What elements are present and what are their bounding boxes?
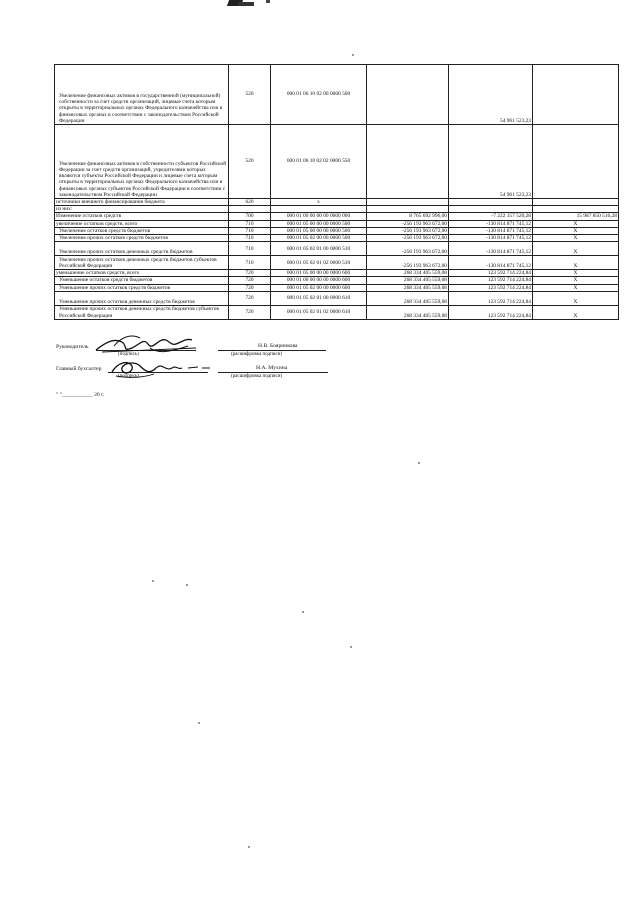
row-line-code: 720	[229, 305, 271, 319]
row-name: Увеличение остатков средств бюджетов	[55, 227, 229, 234]
row-executed: 54 961 523,23	[449, 65, 533, 125]
table-row	[55, 291, 619, 305]
row-executed: 54 961 523,23	[449, 125, 533, 199]
row-line-code	[229, 206, 271, 213]
row-line-code: 720	[229, 277, 271, 284]
accountant-name-line	[218, 372, 328, 373]
row-name: Увеличение прочих остатков средств бюджетов	[55, 235, 229, 242]
table-row	[55, 305, 619, 319]
row-name: Увеличение прочих остатков денежных средств бюджетов субъектов Российской Федерации	[55, 256, 229, 270]
row-remaining: 15 987 850 516,28	[533, 213, 619, 220]
table-row	[55, 213, 619, 220]
row-budget-code: 000 01 06 10 02 02 0000 550	[271, 125, 367, 199]
row-budget-code: 000 01 00 00 00 00 0000 600	[271, 277, 367, 284]
row-remaining	[533, 199, 619, 206]
row-budget-code: 000 01 05 02 01 02 0000 510	[271, 256, 367, 270]
row-executed: -130 814 871 745,12	[449, 256, 533, 270]
row-executed	[449, 199, 533, 206]
row-name: Увеличение финансовых активов в государственной (муниципальной) собственности за счет средств организаций, лицевые счета которым открыты в территориальных органах Федерального казначейства или в финансовых органах в соответствии с законодательством Российской Федерации	[55, 65, 229, 125]
scan-artifact	[238, 2, 254, 6]
row-budget-code: х	[271, 199, 367, 206]
row-plan: -256 193 963 672,00	[367, 220, 449, 227]
row-plan: 268 334 405 559,08	[367, 291, 449, 305]
row-budget-code: 000 01 05 02 01 00 0000 610	[271, 291, 367, 305]
accountant-name-caption: (расшифровка подписи)	[231, 374, 283, 379]
row-plan: -256 193 963 672,00	[367, 227, 449, 234]
scan-speck	[302, 611, 304, 613]
row-name: из них:	[55, 206, 229, 213]
row-line-code: 710	[229, 227, 271, 234]
row-plan: -256 193 963 672,00	[367, 235, 449, 242]
row-executed: -130 814 871 745,12	[449, 227, 533, 234]
scan-speck	[198, 722, 200, 724]
table-row	[55, 242, 619, 256]
row-plan: -256 193 963 672,00	[367, 242, 449, 256]
table-row	[55, 227, 619, 234]
row-name: Увеличение прочих остатков денежных средств бюджетов	[55, 242, 229, 256]
row-remaining: X	[533, 227, 619, 234]
row-remaining	[533, 65, 619, 125]
row-plan	[367, 125, 449, 199]
row-remaining: X	[533, 242, 619, 256]
row-line-code: 520	[229, 125, 271, 199]
row-name: источники внешнего финансирования бюджета	[55, 199, 229, 206]
scan-speck	[418, 462, 420, 464]
head-name-caption: (расшифровка подписи)	[231, 352, 283, 357]
row-name: Уменьшение остатков средств бюджетов	[55, 277, 229, 284]
row-line-code: 620	[229, 199, 271, 206]
row-plan: 268 334 405 559,08	[367, 270, 449, 277]
row-budget-code: 000 01 05 02 00 00 0000 500	[271, 235, 367, 242]
row-budget-code: 000 01 05 00 00 00 0000 500	[271, 220, 367, 227]
row-line-code: 710	[229, 235, 271, 242]
row-plan: -256 193 963 672,00	[367, 256, 449, 270]
scan-speck	[152, 580, 154, 582]
row-remaining: X	[533, 291, 619, 305]
row-plan: 268 334 405 559,08	[367, 305, 449, 319]
row-plan: 268 334 405 559,08	[367, 284, 449, 291]
row-remaining: X	[533, 270, 619, 277]
row-budget-code: 000 01 06 10 02 00 0000 500	[271, 65, 367, 125]
row-executed: 123 592 714 224,84	[449, 305, 533, 319]
table-row	[55, 270, 619, 277]
row-name: Изменение остатков средств	[55, 213, 229, 220]
row-plan: 8 765 692 996,00	[367, 213, 449, 220]
row-line-code: 700	[229, 213, 271, 220]
row-budget-code	[271, 206, 367, 213]
row-name: Уменьшение прочих остатков средств бюджетов	[55, 284, 229, 291]
row-remaining	[533, 125, 619, 199]
scan-speck	[352, 54, 354, 56]
row-plan	[367, 199, 449, 206]
row-name: Уменьшение прочих остатков денежных средств бюджетов субъектов Российской Федерации	[55, 305, 229, 319]
row-executed: 123 592 714 224,84	[449, 270, 533, 277]
accountant-label: Главный бухгалтер	[56, 366, 102, 372]
row-remaining: X	[533, 220, 619, 227]
row-plan	[367, 206, 449, 213]
accountant-handwritten-signature	[104, 356, 216, 382]
scan-speck	[248, 846, 250, 848]
scan-speck	[186, 584, 188, 586]
row-remaining: X	[533, 284, 619, 291]
table-row	[55, 220, 619, 227]
row-budget-code: 000 01 05 00 00 00 0000 500	[271, 227, 367, 234]
row-budget-code: 000 01 00 00 00 00 0000 000	[271, 213, 367, 220]
row-executed: 123 592 714 224,84	[449, 277, 533, 284]
table-row	[55, 256, 619, 270]
row-remaining: X	[533, 305, 619, 319]
table-row	[55, 235, 619, 242]
row-budget-code: 000 01 05 02 01 00 0000 510	[271, 242, 367, 256]
row-plan	[367, 65, 449, 125]
row-line-code: 520	[229, 65, 271, 125]
table-row	[55, 206, 619, 213]
head-name: Н.В. Боярникова	[258, 343, 298, 349]
table-row	[55, 65, 619, 125]
table-row	[55, 284, 619, 291]
accountant-name: Н.А. Мухина	[256, 365, 288, 371]
table-row	[55, 125, 619, 199]
accountant-signature-caption: (подпись)	[118, 374, 139, 379]
row-executed: -130 814 871 745,12	[449, 220, 533, 227]
row-line-code: 710	[229, 242, 271, 256]
row-budget-code: 000 01 05 02 01 02 0000 610	[271, 305, 367, 319]
row-line-code: 710	[229, 256, 271, 270]
row-line-code: 720	[229, 291, 271, 305]
row-name: Увеличение финансовых активов в собственности субъектов Российской Федерации за счет средств организаций, учредителями которых являются субъекты Российской Федерации и лицевые счета которым открыты в территориальных органах Федерального казначейства или в финансовых органах субъектов Российской Федерации в соответствии с законодательством Российской Федерации	[55, 125, 229, 199]
row-executed: 123 592 714 224,84	[449, 284, 533, 291]
row-executed	[449, 206, 533, 213]
scan-artifact	[266, 0, 270, 3]
table-row	[55, 199, 619, 206]
row-remaining	[533, 206, 619, 213]
row-plan: 268 334 405 559,08	[367, 277, 449, 284]
row-remaining: X	[533, 256, 619, 270]
row-executed: -130 814 871 745,12	[449, 242, 533, 256]
head-label: Руководитель	[56, 344, 89, 350]
head-name-line	[218, 350, 326, 351]
row-executed: -7 222 157 520,28	[449, 213, 533, 220]
scan-speck	[350, 646, 352, 648]
row-line-code: 720	[229, 270, 271, 277]
row-budget-code: 000 01 05 00 00 00 0000 600	[271, 270, 367, 277]
row-executed: 123 592 714 224,84	[449, 291, 533, 305]
head-signature-caption: (подпись)	[118, 352, 139, 357]
row-remaining: X	[533, 235, 619, 242]
row-name: увеличение остатков средств, всего	[55, 220, 229, 227]
row-name: Уменьшение прочих остатков денежных средств бюджетов	[55, 291, 229, 305]
table-row	[55, 277, 619, 284]
row-budget-code: 000 01 05 02 00 00 0000 600	[271, 284, 367, 291]
financing-sources-table	[54, 64, 619, 320]
head-handwritten-signature	[92, 332, 204, 358]
date-line: " "___________ 20 г.	[56, 392, 105, 398]
row-line-code: 720	[229, 284, 271, 291]
row-line-code: 710	[229, 220, 271, 227]
row-remaining: X	[533, 277, 619, 284]
row-executed: -130 814 871 745,12	[449, 235, 533, 242]
row-name: уменьшение остатков средств, всего	[55, 270, 229, 277]
